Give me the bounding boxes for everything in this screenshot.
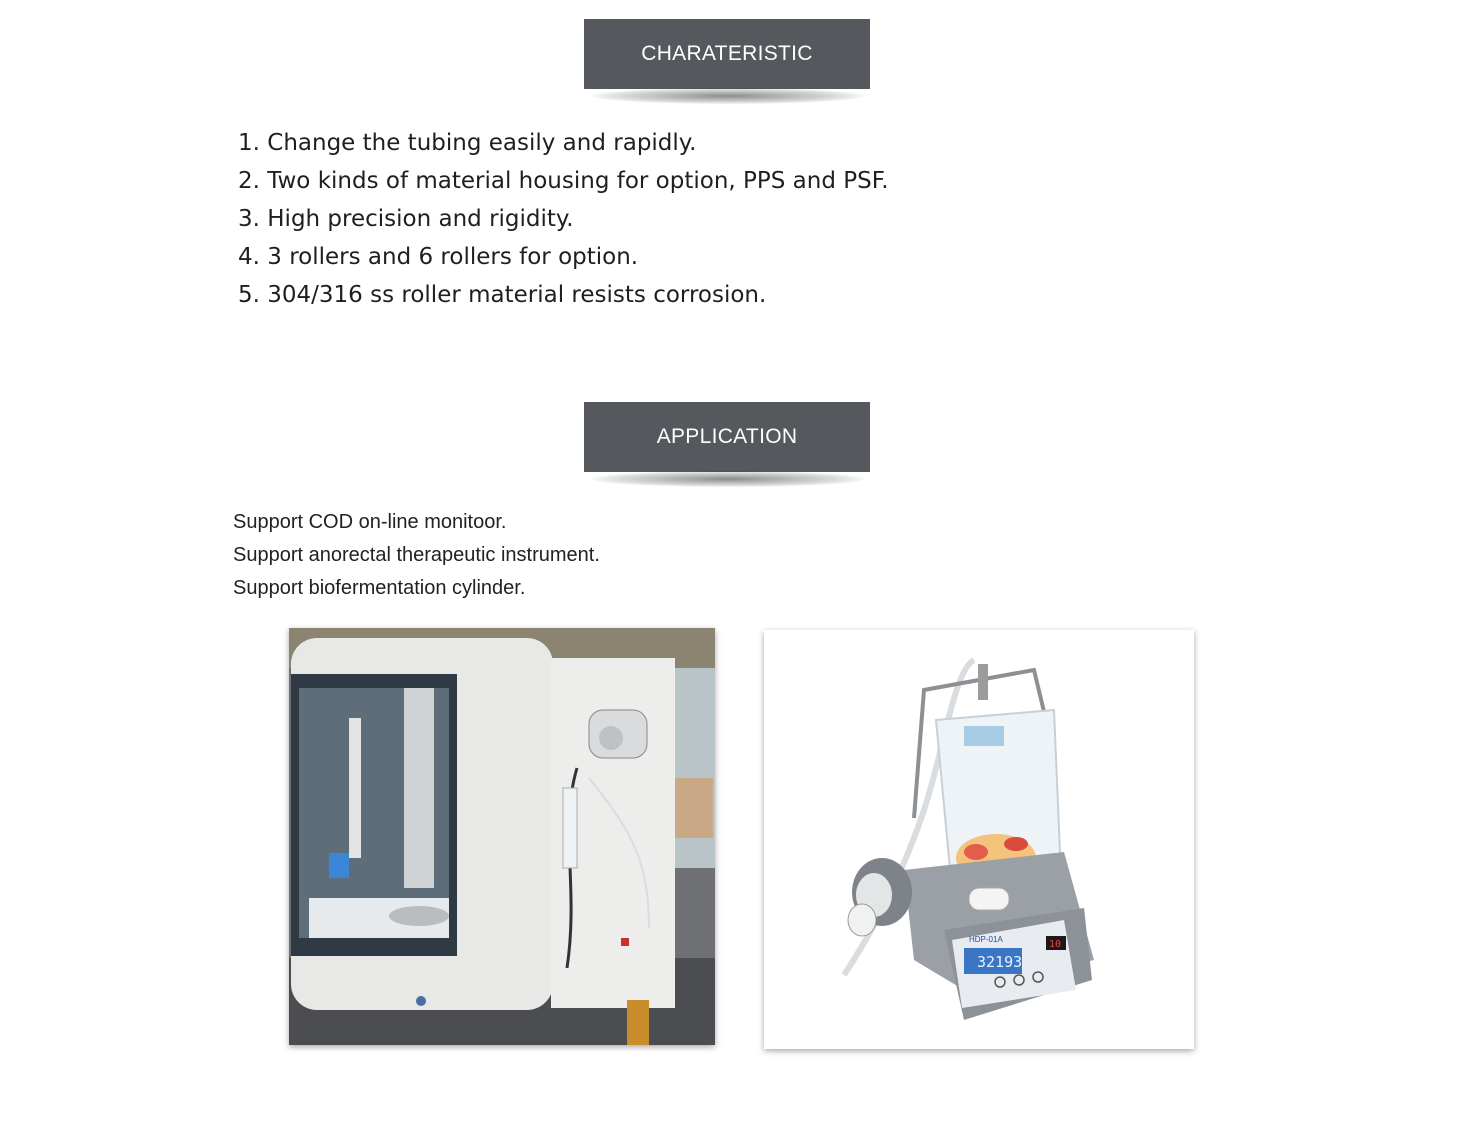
section-banner-characteristic <box>584 19 870 89</box>
cod-monitor-photo <box>289 628 715 1045</box>
indicator-value: 10 <box>1049 939 1062 950</box>
section-title: CHARATERISTIC <box>641 42 813 65</box>
characteristic-list <box>238 124 889 314</box>
list-item: 1. Change the tubing easily and rapidly. <box>238 130 697 156</box>
list-item: 2. Two kinds of material housing for option, PPS and PSF. <box>238 168 889 194</box>
section-title: APPLICATION <box>656 425 798 448</box>
list-item: Support biofermentation cylinder. <box>233 577 526 599</box>
homogenizer-illustration <box>764 630 1194 1049</box>
list-item: Support anorectal therapeutic instrument. <box>233 544 600 566</box>
list-item: 3. High precision and rigidity. <box>238 206 574 232</box>
display-value: 32193 <box>977 953 1023 971</box>
banner-shadow <box>592 471 864 487</box>
model-label: HDP-01A <box>969 935 1003 944</box>
section-banner-application <box>584 402 870 472</box>
cod-monitor-illustration <box>289 628 715 1045</box>
list-item: 5. 304/316 ss roller material resists corrosion. <box>238 282 767 308</box>
list-item: 4. 3 rollers and 6 rollers for option. <box>238 244 639 270</box>
application-list <box>233 508 600 607</box>
list-item: Support COD on-line monitoor. <box>233 511 507 533</box>
banner-shadow <box>592 88 864 104</box>
homogenizer-photo <box>764 630 1194 1049</box>
